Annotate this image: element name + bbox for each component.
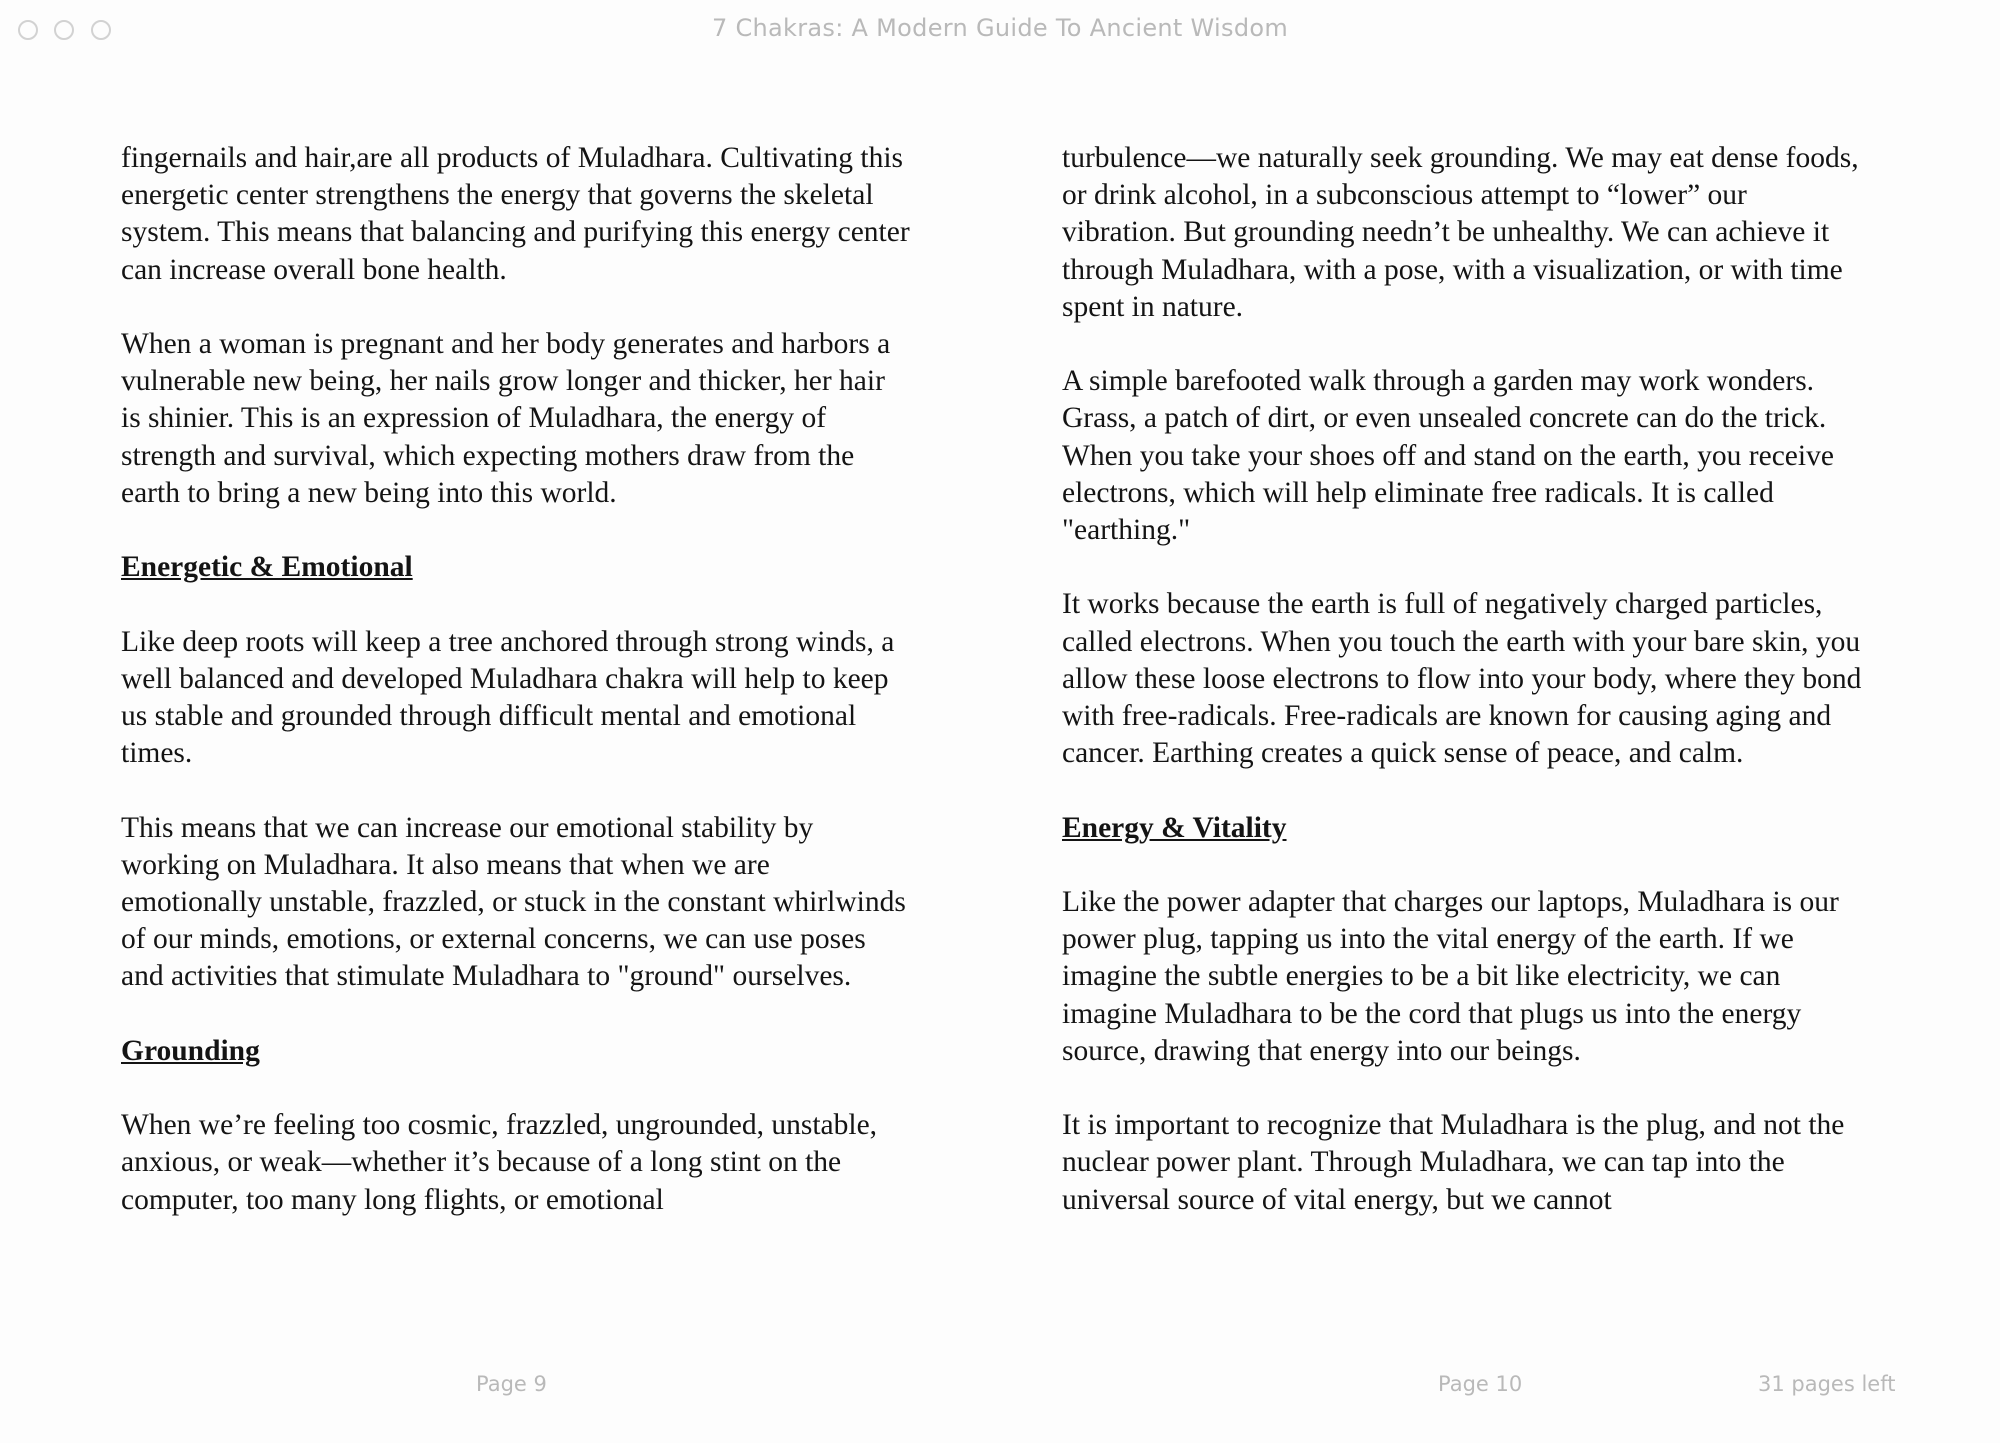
pages-left-indicator: 31 pages left (1758, 1372, 1896, 1396)
title-bar[interactable] (0, 0, 2000, 64)
paragraph: This means that we can increase our emotional stability by working on Muladhara. It also means that when we are emotionally unstable, frazzled, or stuck in the constant whirlwinds of our minds, emotions, or external concerns, we can use poses and activities that stimulate Muladhara to "ground" ourselves. (121, 811, 906, 993)
page-number-right: Page 10 (1438, 1372, 1523, 1396)
section-heading: Energy & Vitality (1062, 811, 1287, 844)
paragraph: When we’re feeling too cosmic, frazzled, ungrounded, unstable, anxious, or weak—whether it’s because of a long stint on the computer, too many long flights, or emotional (121, 1109, 878, 1216)
paragraph: It works because the earth is full of negatively charged particles, called electrons. When you touch the earth with your bare skin, you allow these loose electrons to flow into your body, where they bond with free-radicals. Free-radicals are known for causing aging and cancer. Earthing creates a quick sense of peace, and calm. (1062, 588, 1862, 770)
paragraph: fingernails and hair,are all products of Muladhara. Cultivating this energetic center strengthens the energy that governs the skeletal system. This means that balancing and purifying this energy center can increase overall bone health. (121, 142, 910, 286)
window-title: 7 Chakras: A Modern Guide To Ancient Wisdom (711, 14, 1289, 42)
section-heading: Grounding (121, 1034, 260, 1067)
paragraph: Like deep roots will keep a tree anchored through strong winds, a well balanced and developed Muladhara chakra will help to keep us stable and grounded through difficult mental and emotional times. (121, 625, 895, 770)
paragraph: turbulence—we naturally seek grounding. We may eat dense foods, or drink alcohol, in a subconscious attempt to “lower” our vibration. But grounding needn’t be unhealthy. We can achieve it through Muladhara, with a pose, with a visualization, or with time spent in nature. (1062, 142, 1859, 323)
section-heading: Energetic & Emotional (121, 551, 413, 584)
left-page (121, 140, 911, 1256)
paragraph: A simple barefooted walk through a garden may work wonders. Grass, a patch of dirt, or even unsealed concrete can do the trick. When you take your shoes off and stand on the earth, you receive electrons, which will help eliminate free radicals. It is called "earthing." (1062, 365, 1834, 547)
paragraph: Like the power adapter that charges our laptops, Muladhara is our power plug, tapping us into the vital energy of the earth. If we imagine the subtle energies to be a bit like electricity, we can imagine Muladhara to be the cord that plugs us into the energy source, drawing that energy into our beings. (1062, 886, 1839, 1067)
right-page (1062, 140, 1862, 1256)
paragraph: When a woman is pregnant and her body generates and harbors a vulnerable new being, her nails grow longer and thicker, her hair is shinier. This is an expression of Muladhara, the energy of strength and survival, which expecting mothers draw from the earth to bring a new being into this world. (121, 328, 891, 509)
paragraph: It is important to recognize that Muladhara is the plug, and not the nuclear power plant. Through Muladhara, we can tap into the universal source of vital energy, but we cannot (1062, 1109, 1845, 1216)
page-number-left: Page 9 (476, 1372, 547, 1396)
